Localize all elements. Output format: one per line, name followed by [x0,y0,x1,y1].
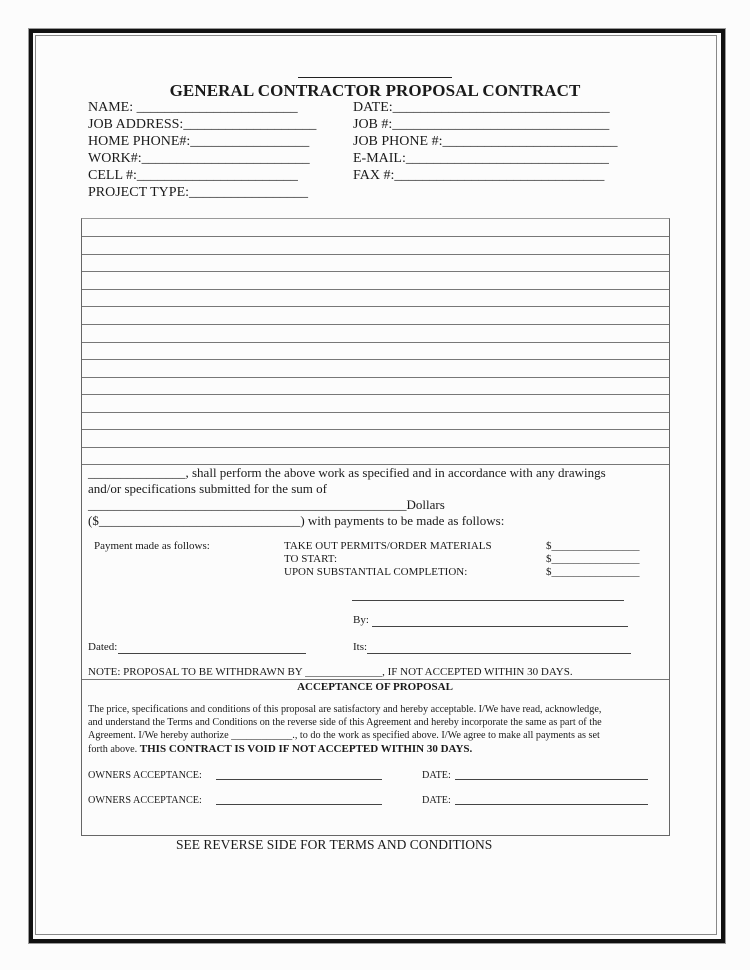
work-phone-field[interactable] [88,151,310,167]
document-title: GENERAL CONTRACTOR PROPOSAL CONTRACT [169,81,581,100]
description-line[interactable] [82,289,669,290]
home-phone-field[interactable] [88,134,309,150]
description-line[interactable] [82,236,669,237]
name-field[interactable] [88,100,298,116]
description-line[interactable] [82,394,669,395]
description-line[interactable] [82,254,669,255]
owners-date-line-1[interactable] [455,779,648,780]
acceptance-divider [82,679,669,680]
field-blank[interactable]: _______________________________ [392,100,610,115]
withdraw-note: NOTE: PROPOSAL TO BE WITHDRAWN BY ______________, IF NOT ACCEPTED WITHIN 30 DAYS. [88,666,573,678]
description-line[interactable] [82,342,669,343]
description-line[interactable] [82,324,669,325]
field-label: WORK#: [88,151,142,166]
description-line[interactable] [82,306,669,307]
acceptance-text-line: and understand the Terms and Conditions on the reverse side of this Agreement and hereby incorporate the same as part of the [88,717,602,728]
field-label: DATE: [353,100,393,115]
payment-amount[interactable]: $________________ [546,566,640,578]
acceptance-prefix: forth above. [88,744,140,755]
title-rule [298,77,452,78]
dollars-line[interactable]: _________________________________________________Dollars [88,497,445,512]
description-line[interactable] [82,412,669,413]
field-blank[interactable]: _________________ [189,185,309,200]
owners-date-label-2: DATE: [422,795,451,806]
job-number-field[interactable] [353,117,609,133]
field-label: JOB PHONE #: [353,134,443,149]
owners-date-label-1: DATE: [422,770,451,781]
field-blank[interactable]: _______________________ [136,168,298,183]
field-blank[interactable]: _______________________________ [392,117,610,132]
owners-acceptance-line-1[interactable] [216,779,382,780]
fax-field[interactable] [353,168,604,184]
job-phone-field[interactable] [353,134,617,150]
description-line[interactable] [82,429,669,430]
cell-field[interactable] [88,168,298,184]
payment-amount[interactable]: $________________ [546,553,640,565]
void-notice: THIS CONTRACT IS VOID IF NOT ACCEPTED WITHIN 30 DAYS. [139,743,473,755]
owners-acceptance-label-2: OWNERS ACCEPTANCE: [88,795,202,806]
field-label: FAX #: [353,168,395,183]
work-description-area[interactable] [81,218,670,465]
its-line[interactable] [367,653,631,654]
dated-line[interactable] [118,653,306,654]
project-type-field[interactable] [88,185,308,201]
acceptance-text-line: Agreement. I/We hereby authorize ____________., to do the work as specified above. I/We agree to make all payments as set [88,730,600,741]
perform-line: _______________, shall perform the above work as specified and in accordance with any drawings [88,465,606,480]
acceptance-heading: ACCEPTANCE OF PROPOSAL [297,681,453,693]
payments-line[interactable]: ($_______________________________) with payments to be made as follows: [88,513,505,528]
field-blank[interactable]: _________________ [190,134,310,149]
field-blank[interactable]: _______________________ [136,100,298,115]
payment-item-label: TAKE OUT PERMITS/ORDER MATERIALS [284,540,492,552]
description-line[interactable] [82,359,669,360]
field-blank[interactable]: ______________________________ [394,168,605,183]
date-field[interactable] [353,100,610,116]
field-label: JOB ADDRESS: [88,117,184,132]
contractor-signature-line[interactable] [352,600,624,601]
description-line[interactable] [82,447,669,448]
field-blank[interactable]: _________________________ [442,134,618,149]
dated-label: Dated: [88,641,118,653]
field-label: CELL #: [88,168,137,183]
field-label: JOB #: [353,117,393,132]
description-line[interactable] [82,271,669,272]
payment-item-label: TO START: [284,553,338,565]
its-label: Its: [353,641,368,653]
description-line[interactable] [82,377,669,378]
field-label: E-MAIL: [353,151,406,166]
payment-amount[interactable]: $________________ [546,540,640,552]
email-field[interactable] [353,151,609,167]
field-label: NAME: [88,100,137,115]
acceptance-text-line: The price, specifications and conditions of this proposal are satisfactory and hereby acceptable. I/We have read, acknowledge, [88,704,602,715]
acceptance-text-line [88,743,472,755]
owners-acceptance-line-2[interactable] [216,804,382,805]
field-label: HOME PHONE#: [88,134,191,149]
field-blank[interactable]: _____________________________ [405,151,609,166]
field-label: PROJECT TYPE: [88,185,190,200]
field-blank[interactable]: ________________________ [141,151,310,166]
payment-item-label: UPON SUBSTANTIAL COMPLETION: [284,566,468,578]
reverse-side-notice: SEE REVERSE SIDE FOR TERMS AND CONDITIONS [176,837,493,852]
by-label: By: [353,614,369,626]
payment-label: Payment made as follows: [94,540,210,552]
by-signature-line[interactable] [372,626,628,627]
owners-acceptance-label-1: OWNERS ACCEPTANCE: [88,770,202,781]
owners-date-line-2[interactable] [455,804,648,805]
job-address-field[interactable] [88,117,316,133]
field-blank[interactable]: ___________________ [183,117,317,132]
specifications-line: and/or specifications submitted for the sum of [88,481,328,496]
